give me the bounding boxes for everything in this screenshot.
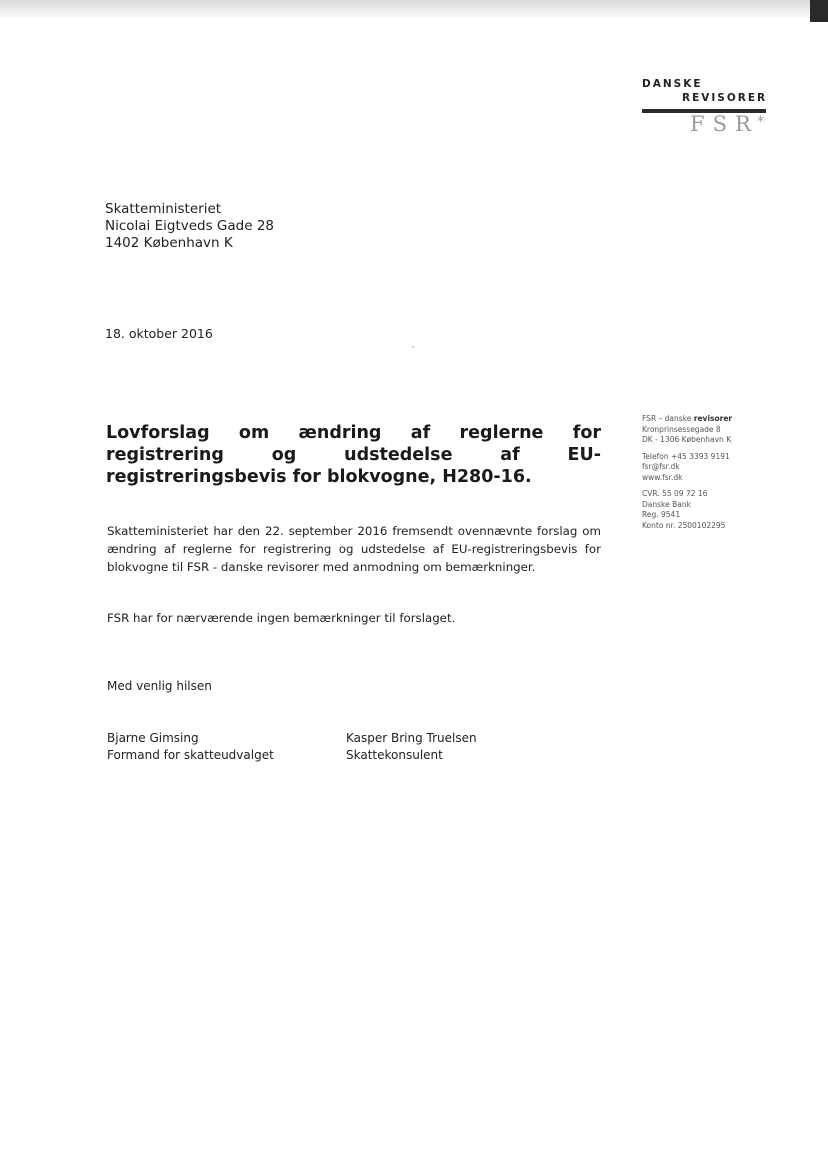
closing-greeting: Med venlig hilsen xyxy=(107,679,212,693)
sender-info xyxy=(642,414,732,531)
logo-text-revisorer: REVISORER xyxy=(682,92,768,104)
sender-org-bold: revisorer xyxy=(693,414,733,423)
sender-email: fsr@fsr.dk xyxy=(642,462,680,471)
body-paragraph-1: Skatteministeriet har den 22. september 2016 fremsendt ovennævnte forslag om ændring af reglerne for registrering og udstedelse af EU-registreringsbevis for blokvogne til FSR - danske revisorer med anmodning om bemærkninger. xyxy=(107,524,601,574)
recipient-address xyxy=(105,201,274,252)
sender-org-prefix: FSR – danske xyxy=(642,414,694,423)
signatory-title: Skattekonsulent xyxy=(346,748,443,762)
logo-text-danske: DANSKE xyxy=(642,78,703,90)
signatory-2 xyxy=(346,730,477,764)
signatory-name: Bjarne Gimsing xyxy=(107,731,199,745)
letter-date: 18. oktober 2016 xyxy=(105,326,213,341)
body-paragraph-2: FSR har for nærværende ingen bemærkninger til forslaget. xyxy=(107,611,456,625)
logo-mark-fsr: FSR xyxy=(690,112,759,136)
sender-street: Kronprinsessegade 8 xyxy=(642,424,721,434)
sender-bank: Danske Bank xyxy=(642,499,691,509)
sender-reg: Reg. 9541 xyxy=(642,510,681,519)
sender-account: Konto nr. 2500102295 xyxy=(642,520,726,530)
logo-star: * xyxy=(757,114,764,130)
sender-phone: Telefon +45 3393 9191 xyxy=(642,451,730,461)
recipient-street: Nicolai Eigtveds Gade 28 xyxy=(105,218,275,234)
signatory-title: Formand for skatteudvalget xyxy=(107,748,274,762)
signatory-name: Kasper Bring Truelsen xyxy=(346,731,477,745)
fsr-logo xyxy=(640,78,766,140)
signatory-1 xyxy=(107,730,274,764)
scan-corner-mark xyxy=(810,0,828,22)
sender-org xyxy=(642,414,732,425)
recipient-city: 1402 København K xyxy=(105,235,233,251)
sender-cvr: CVR. 55 09 72 16 xyxy=(642,489,708,498)
recipient-name: Skatteministeriet xyxy=(105,201,222,217)
sender-web: www.fsr.dk xyxy=(642,472,683,482)
letter-heading: Lovforslag om ændring af reglerne for registrering og udstedelse af EU-registreringsbevis for blokvogne, H280-16. xyxy=(106,423,601,487)
scan-speck xyxy=(412,346,414,348)
scan-edge-shadow xyxy=(0,0,828,20)
sender-city: DK - 1306 København K xyxy=(642,435,732,444)
